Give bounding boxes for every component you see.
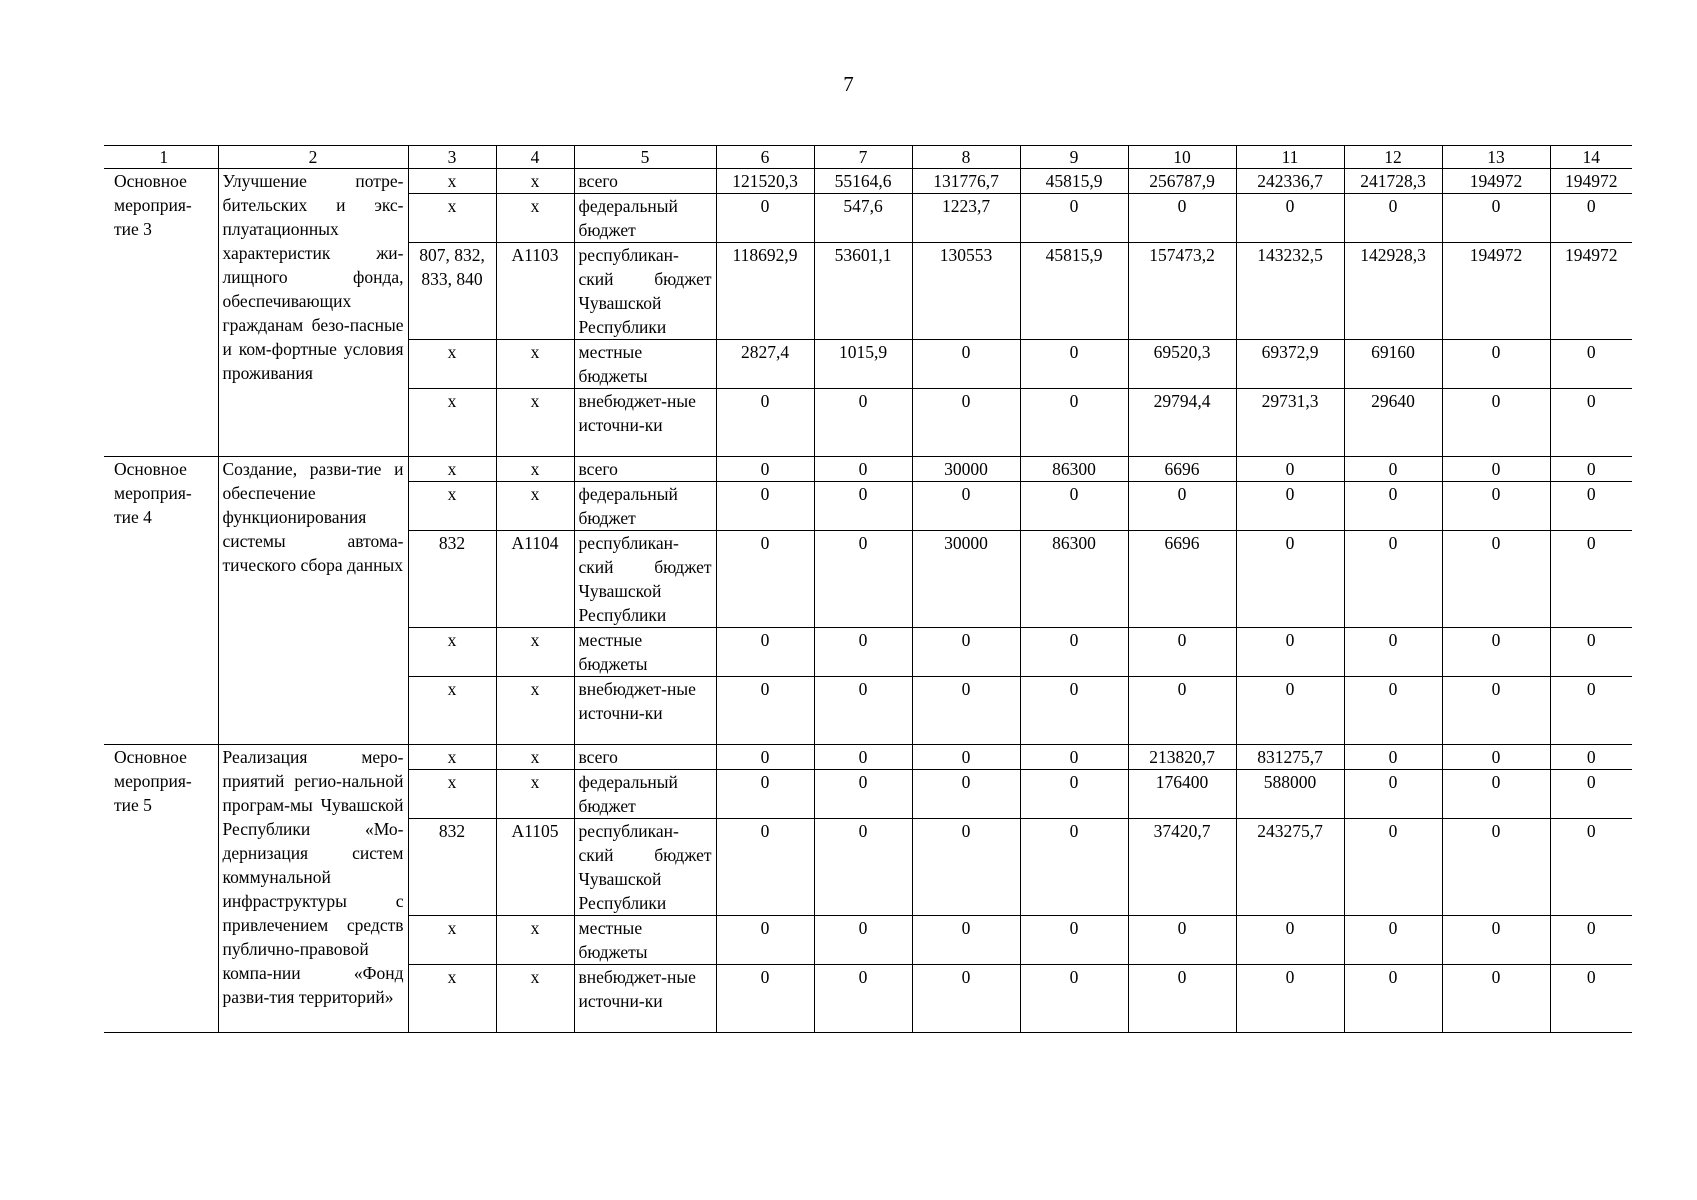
value-cell: 0 — [1344, 457, 1442, 482]
value-cell: 6696 — [1128, 457, 1236, 482]
value-cell: 0 — [1550, 531, 1632, 628]
value-cell: 194972 — [1550, 169, 1632, 194]
value-cell: 0 — [1236, 677, 1344, 745]
budget-code-cell: x — [408, 965, 496, 1033]
header-cell: 2 — [218, 146, 408, 169]
value-cell: 29794,4 — [1128, 389, 1236, 457]
value-cell: 0 — [1020, 677, 1128, 745]
budget-code-cell: x — [408, 482, 496, 531]
funding-source-cell: федеральный бюджет — [574, 770, 716, 819]
value-cell: 0 — [912, 745, 1020, 770]
table-row — [104, 745, 1632, 770]
value-cell: 0 — [1236, 482, 1344, 531]
value-cell: 256787,9 — [1128, 169, 1236, 194]
value-cell: 0 — [1020, 916, 1128, 965]
value-cell: 0 — [1550, 770, 1632, 819]
value-cell: 0 — [912, 916, 1020, 965]
value-cell: 0 — [912, 819, 1020, 916]
value-cell: 194972 — [1442, 243, 1550, 340]
value-cell: 1015,9 — [814, 340, 912, 389]
target-article-cell: x — [496, 965, 574, 1033]
funding-source-cell: внебюджет-ные источни-ки — [574, 389, 716, 457]
value-cell: 0 — [1344, 194, 1442, 243]
value-cell: 0 — [1236, 628, 1344, 677]
funding-source-cell: республикан-ский бюджет Чувашской Республики — [574, 819, 716, 916]
value-cell: 0 — [814, 916, 912, 965]
value-cell: 118692,9 — [716, 243, 814, 340]
value-cell: 0 — [1550, 457, 1632, 482]
value-cell: 0 — [1442, 628, 1550, 677]
value-cell: 194972 — [1442, 169, 1550, 194]
budget-code-cell: x — [408, 677, 496, 745]
value-cell: 0 — [912, 482, 1020, 531]
value-cell: 0 — [1020, 194, 1128, 243]
value-cell: 0 — [716, 916, 814, 965]
value-cell: 29731,3 — [1236, 389, 1344, 457]
header-cell: 10 — [1128, 146, 1236, 169]
value-cell: 242336,7 — [1236, 169, 1344, 194]
value-cell: 0 — [1550, 677, 1632, 745]
budget-code-cell: x — [408, 628, 496, 677]
value-cell: 0 — [716, 628, 814, 677]
value-cell: 0 — [1344, 745, 1442, 770]
value-cell: 0 — [1442, 819, 1550, 916]
funding-source-cell: республикан-ский бюджет Чувашской Республики — [574, 531, 716, 628]
budget-code-cell: x — [408, 194, 496, 243]
header-cell: 5 — [574, 146, 716, 169]
value-cell: 0 — [814, 457, 912, 482]
value-cell: 0 — [1550, 482, 1632, 531]
header-cell: 11 — [1236, 146, 1344, 169]
funding-source-cell: внебюджет-ные источни-ки — [574, 677, 716, 745]
value-cell: 6696 — [1128, 531, 1236, 628]
value-cell: 0 — [814, 745, 912, 770]
value-cell: 0 — [814, 389, 912, 457]
value-cell: 0 — [1020, 389, 1128, 457]
event-title: Создание, разви-тие и обеспечение функционирования системы автома-тического сбора данных — [218, 457, 408, 745]
value-cell: 243275,7 — [1236, 819, 1344, 916]
value-cell: 0 — [1128, 194, 1236, 243]
value-cell: 0 — [1550, 745, 1632, 770]
budget-code-cell: x — [408, 916, 496, 965]
value-cell: 0 — [1344, 482, 1442, 531]
value-cell: 0 — [1020, 770, 1128, 819]
budget-code-cell: x — [408, 770, 496, 819]
funding-source-cell: местные бюджеты — [574, 916, 716, 965]
value-cell: 0 — [1020, 819, 1128, 916]
value-cell: 0 — [1128, 965, 1236, 1033]
value-cell: 0 — [716, 194, 814, 243]
funding-source-cell: всего — [574, 169, 716, 194]
value-cell: 0 — [716, 531, 814, 628]
header-cell: 8 — [912, 146, 1020, 169]
header-cell: 14 — [1550, 146, 1632, 169]
funding-source-cell: местные бюджеты — [574, 340, 716, 389]
value-cell: 0 — [1550, 389, 1632, 457]
value-cell: 142928,3 — [1344, 243, 1442, 340]
value-cell: 0 — [1550, 628, 1632, 677]
header-row — [104, 146, 1632, 169]
value-cell: 0 — [716, 965, 814, 1033]
value-cell: 130553 — [912, 243, 1020, 340]
value-cell: 69520,3 — [1128, 340, 1236, 389]
value-cell: 0 — [716, 745, 814, 770]
value-cell: 0 — [1020, 628, 1128, 677]
value-cell: 588000 — [1236, 770, 1344, 819]
value-cell: 0 — [1128, 628, 1236, 677]
event-title: Улучшение потре-бительских и экс-плуатационных характеристик жи-лищного фонда, обеспечивающих гражданам безо-пасные и ком-фортные условия проживания — [218, 169, 408, 457]
value-cell: 0 — [814, 819, 912, 916]
value-cell: 45815,9 — [1020, 169, 1128, 194]
value-cell: 45815,9 — [1020, 243, 1128, 340]
value-cell: 86300 — [1020, 457, 1128, 482]
event-label: Основное мероприя-тие 3 — [104, 169, 218, 457]
value-cell: 0 — [1020, 745, 1128, 770]
target-article-cell: x — [496, 745, 574, 770]
target-article-cell: x — [496, 389, 574, 457]
value-cell: 0 — [1442, 340, 1550, 389]
value-cell: 0 — [1442, 531, 1550, 628]
target-article-cell: x — [496, 169, 574, 194]
value-cell: 0 — [912, 965, 1020, 1033]
funding-source-cell: федеральный бюджет — [574, 482, 716, 531]
table-row — [104, 169, 1632, 194]
target-article-cell: x — [496, 628, 574, 677]
value-cell: 0 — [1442, 677, 1550, 745]
target-article-cell: x — [496, 916, 574, 965]
value-cell: 0 — [716, 482, 814, 531]
value-cell: 121520,3 — [716, 169, 814, 194]
value-cell: 0 — [716, 770, 814, 819]
budget-code-cell: 832 — [408, 819, 496, 916]
value-cell: 0 — [912, 340, 1020, 389]
value-cell: 53601,1 — [814, 243, 912, 340]
header-cell: 12 — [1344, 146, 1442, 169]
budget-code-cell: x — [408, 340, 496, 389]
header-cell: 6 — [716, 146, 814, 169]
value-cell: 0 — [716, 677, 814, 745]
header-cell: 7 — [814, 146, 912, 169]
value-cell: 241728,3 — [1344, 169, 1442, 194]
header-cell: 4 — [496, 146, 574, 169]
value-cell: 0 — [1020, 482, 1128, 531]
value-cell: 176400 — [1128, 770, 1236, 819]
value-cell: 194972 — [1550, 243, 1632, 340]
header-cell: 1 — [104, 146, 218, 169]
value-cell: 0 — [912, 677, 1020, 745]
value-cell: 0 — [1442, 194, 1550, 243]
value-cell: 0 — [1442, 745, 1550, 770]
target-article-cell: A1105 — [496, 819, 574, 916]
event-label: Основное мероприя-тие 4 — [104, 457, 218, 745]
header-cell: 3 — [408, 146, 496, 169]
value-cell: 0 — [1550, 340, 1632, 389]
value-cell: 0 — [814, 628, 912, 677]
event-label: Основное мероприя-тие 5 — [104, 745, 218, 1033]
value-cell: 0 — [1442, 389, 1550, 457]
value-cell: 213820,7 — [1128, 745, 1236, 770]
target-article-cell: x — [496, 677, 574, 745]
value-cell: 0 — [814, 482, 912, 531]
table-row — [104, 457, 1632, 482]
funding-source-cell: местные бюджеты — [574, 628, 716, 677]
page-number: 7 — [843, 72, 854, 96]
budget-code-cell: x — [408, 389, 496, 457]
value-cell: 0 — [1020, 340, 1128, 389]
value-cell: 30000 — [912, 457, 1020, 482]
event-title: Реализация меро-приятий регио-нальной програм-мы Чувашской Республики «Мо-дернизация систем коммунальной инфраструктуры с привлечением средств публично-правовой компа-нии «Фонд разви-тия территорий» — [218, 745, 408, 1033]
target-article-cell: x — [496, 457, 574, 482]
value-cell: 0 — [1550, 819, 1632, 916]
budget-code-cell: x — [408, 457, 496, 482]
funding-source-cell: всего — [574, 457, 716, 482]
value-cell: 29640 — [1344, 389, 1442, 457]
value-cell: 0 — [1344, 819, 1442, 916]
value-cell: 0 — [912, 770, 1020, 819]
value-cell: 69372,9 — [1236, 340, 1344, 389]
value-cell: 0 — [1442, 770, 1550, 819]
value-cell: 0 — [814, 677, 912, 745]
value-cell: 0 — [1020, 965, 1128, 1033]
value-cell: 2827,4 — [716, 340, 814, 389]
funding-source-cell: федеральный бюджет — [574, 194, 716, 243]
value-cell: 0 — [1344, 531, 1442, 628]
target-article-cell: x — [496, 770, 574, 819]
target-article-cell: A1104 — [496, 531, 574, 628]
value-cell: 0 — [1236, 531, 1344, 628]
value-cell: 0 — [1442, 965, 1550, 1033]
value-cell: 831275,7 — [1236, 745, 1344, 770]
value-cell: 0 — [1344, 965, 1442, 1033]
value-cell: 0 — [1236, 457, 1344, 482]
value-cell: 0 — [1128, 677, 1236, 745]
target-article-cell: x — [496, 340, 574, 389]
target-article-cell: x — [496, 194, 574, 243]
value-cell: 0 — [716, 819, 814, 916]
value-cell: 0 — [1344, 628, 1442, 677]
value-cell: 0 — [814, 531, 912, 628]
value-cell: 547,6 — [814, 194, 912, 243]
budget-table — [104, 145, 1632, 1033]
value-cell: 37420,7 — [1128, 819, 1236, 916]
value-cell: 0 — [1236, 194, 1344, 243]
value-cell: 0 — [1344, 677, 1442, 745]
funding-source-cell: республикан-ский бюджет Чувашской Республики — [574, 243, 716, 340]
value-cell: 0 — [814, 965, 912, 1033]
value-cell: 0 — [1442, 916, 1550, 965]
value-cell: 131776,7 — [912, 169, 1020, 194]
value-cell: 55164,6 — [814, 169, 912, 194]
value-cell: 69160 — [1344, 340, 1442, 389]
value-cell: 0 — [1344, 770, 1442, 819]
target-article-cell: A1103 — [496, 243, 574, 340]
value-cell: 157473,2 — [1128, 243, 1236, 340]
funding-source-cell: внебюджет-ные источни-ки — [574, 965, 716, 1033]
value-cell: 0 — [1236, 916, 1344, 965]
value-cell: 30000 — [912, 531, 1020, 628]
value-cell: 0 — [1550, 194, 1632, 243]
value-cell: 0 — [814, 770, 912, 819]
funding-source-cell: всего — [574, 745, 716, 770]
value-cell: 0 — [1550, 916, 1632, 965]
value-cell: 0 — [1550, 965, 1632, 1033]
budget-code-cell: 807, 832, 833, 840 — [408, 243, 496, 340]
value-cell: 86300 — [1020, 531, 1128, 628]
value-cell: 0 — [1128, 482, 1236, 531]
header-cell: 9 — [1020, 146, 1128, 169]
budget-code-cell: 832 — [408, 531, 496, 628]
target-article-cell: x — [496, 482, 574, 531]
value-cell: 143232,5 — [1236, 243, 1344, 340]
value-cell: 0 — [716, 389, 814, 457]
budget-code-cell: x — [408, 745, 496, 770]
value-cell: 0 — [716, 457, 814, 482]
value-cell: 0 — [1236, 965, 1344, 1033]
value-cell: 0 — [1442, 457, 1550, 482]
header-cell: 13 — [1442, 146, 1550, 169]
value-cell: 0 — [1344, 916, 1442, 965]
value-cell: 0 — [912, 389, 1020, 457]
value-cell: 0 — [1442, 482, 1550, 531]
value-cell: 1223,7 — [912, 194, 1020, 243]
budget-code-cell: x — [408, 169, 496, 194]
value-cell: 0 — [1128, 916, 1236, 965]
value-cell: 0 — [912, 628, 1020, 677]
